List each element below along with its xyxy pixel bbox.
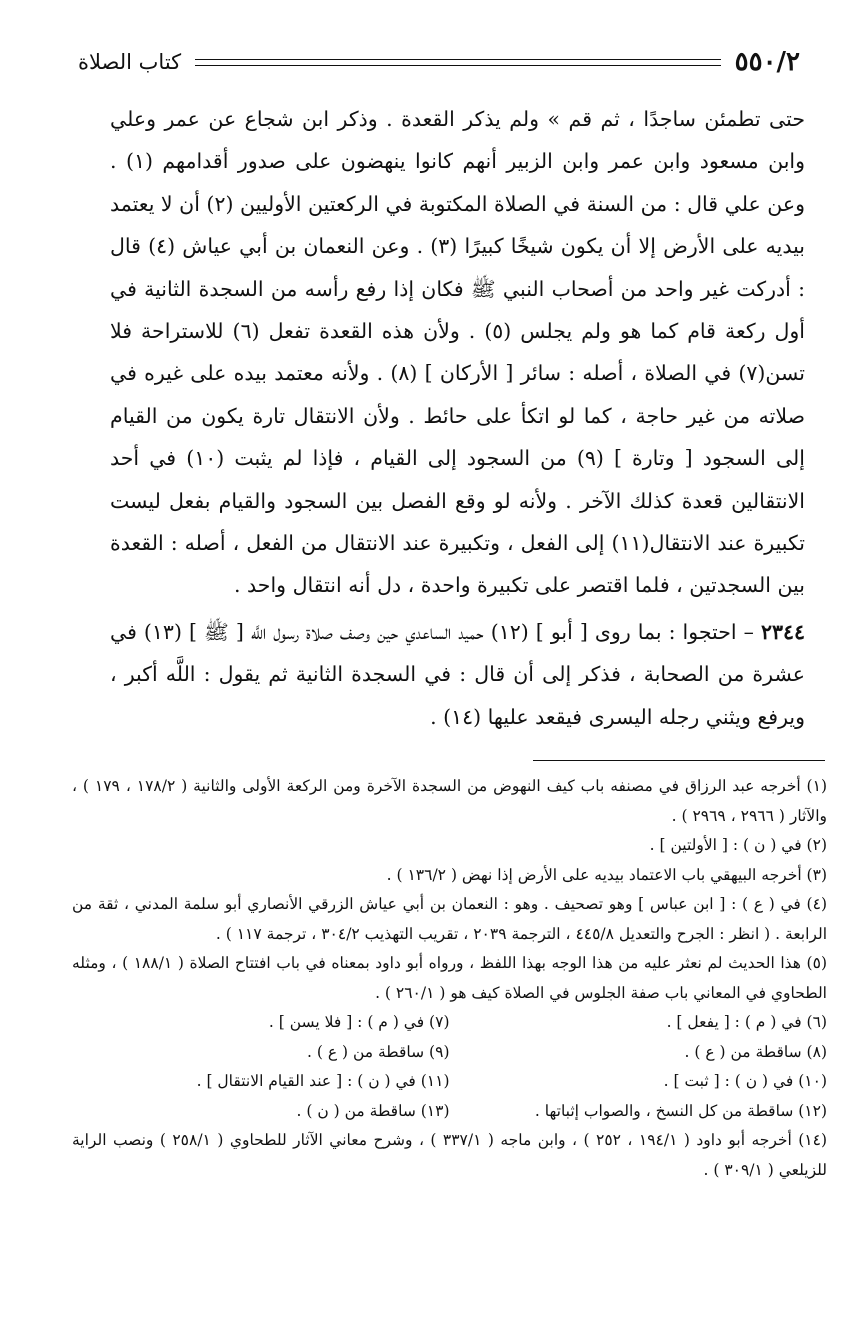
book-title: كتاب الصلاة: [78, 50, 182, 74]
paragraph-2: [110, 611, 805, 738]
footnote-row: [72, 1097, 827, 1127]
footnote-13: (١٣) ساقطة من ( ن ) .: [296, 1101, 450, 1120]
footnote-5: (٥) هذا الحديث لم نعثر عليه من هذا الوجه بهذا اللفظ ، ورواه أبو داود بمعناه في باب افتتاح الصلاة ( ١٨٨/١ ) ، ومثله الطحاوي في المعاني باب صفة الجلوس في الصلاة كيف هو ( ٢٦٠/١ ) .: [72, 954, 827, 1002]
footnote-8: (٨) ساقطة من ( ع ) .: [684, 1042, 827, 1061]
footnote-3: (٣) أخرجه البيهقي باب الاعتماد بيديه على الأرض إذا نهض ( ١٣٦/٢ ) .: [386, 865, 827, 884]
page-header: [78, 42, 800, 82]
page-number: ٥٥٠/٢: [734, 47, 800, 77]
footnote-10: (١٠) في ( ن ) : [ ثبت ] .: [663, 1072, 827, 1090]
footnote-14: (١٤) أخرجه أبو داود ( ١٩٤/١ ، ٢٥٢ ) ، وابن ماجه ( ٣٣٧/١ ) ، وشرح معاني الآثار للطحاوي ( ٢٥٨/١ ) ونصب الراية للزيلعي ( ٣٠٩/١ ) .: [72, 1131, 827, 1179]
footnote-6: (٦) في ( م ) : [ يفعل ] .: [666, 1013, 827, 1031]
header-double-rule: [195, 59, 720, 66]
footnote-separator: [533, 760, 825, 761]
paragraph-1: حتى تطمئن ساجدًا ، ثم قم » ولم يذكر القعدة . وذكر ابن شجاع عن عمر وعلي وابن مسعود وابن عمر وابن الزبير أنهم كانوا ينهضون على صدور أقدامهم (١) . وعن علي قال : من السنة في الصلاة المكتوبة في الركعتين الأوليين (٢) أن لا يعتمد بيديه على الأرض إلا أن يكون شيخًا كبيرًا (٣) . وعن النعمان بن أبي عياش (٤) قال : أدركت غير واحد من أصحاب النبي ﷺ فكان إذا رفع رأسه من السجدة الثانية في أول ركعة قام كما هو ولم يجلس (٥) . ولأن هذه القعدة تفعل (٦) للاستراحة فلا تسن(٧) في الصلاة ، أصله : سائر [ الأركان ] (٨) . ولأنه معتمد بيده على غيره في صلاته من غير حاجة ، كما لو اتكأ على حائط . ولأن الانتقال تارة يكون من القيام إلى السجود [ وتارة ] (٩) من السجود إلى القيام ، فإذا لم يثبت (١٠) في أحد الانتقالين قعدة كذلك الآخر . ولأنه لو وقع الفصل بين السجود والقيام بفعل ليست تكبيرة عند الانتقال(١١) إلى الفعل ، وتكبيرة عند الانتقال من الفعل ، أصله : القعدة بين السجدتين ، فلما اقتصر على تكبيرة واحدة ، دل أنه انتقال واحد .: [110, 107, 806, 598]
footnote-row: [72, 831, 827, 861]
footnote-row: [72, 1038, 827, 1068]
hadith-number: ٢٣٤٤: [760, 619, 805, 644]
footnotes: [72, 772, 827, 1185]
footnote-4: (٤) في ( ع ) : [ ابن عباس ] وهو تصحيف . وهو : النعمان بن أبي عياش الزرقي الأنصاري أبو سلمة المدني ، ثقة من الرابعة . ( انظر : الجرح والتعديل ٤٤٥/٨ ، الترجمة ٢٠٣٩ ، تقريب التهذيب ٣٠٤/٢ ، ترجمة ١١٧ ) .: [72, 895, 827, 943]
footnote-12: (١٢) ساقطة من كل النسخ ، والصواب إثباتها .: [534, 1101, 827, 1120]
paragraph-2-text: – احتجوا : بما روى [ أبو ] (١٢) حميد الساعدي حين وصف صلاة رسول اللَّه [ ﷺ ] (١٣) في عشرة من الصحابة ، فذكر إلى أن قال : في السجدة الثانية ثم يقول : اللَّه أكبر ، ويرفع ويثني رجله اليسرى فيقعد عليها (١٤) .: [110, 619, 805, 729]
footnote-9: (٩) ساقطة من ( ع ) .: [306, 1042, 450, 1061]
footnote-row: [72, 1008, 827, 1038]
footnote-7: (٧) في ( م ) : [ فلا يسن ] .: [268, 1013, 450, 1031]
footnote-11: (١١) في ( ن ) : [ عند القيام الانتقال ] .: [196, 1072, 450, 1090]
footnote-row: [72, 1067, 827, 1097]
main-text: [110, 98, 805, 738]
footnote-1: (١) أخرجه عبد الرزاق في مصنفه باب كيف النهوض من السجدة الآخرة ومن الركعة الأولى والثانية ( ١٧٨/٢ ، ١٧٩ ) ، والآثار ( ٢٩٦٦ ، ٢٩٦٩ ) .: [72, 777, 827, 825]
footnote-2: (٢) في ( ن ) : [ الأولتين ] .: [649, 836, 827, 854]
